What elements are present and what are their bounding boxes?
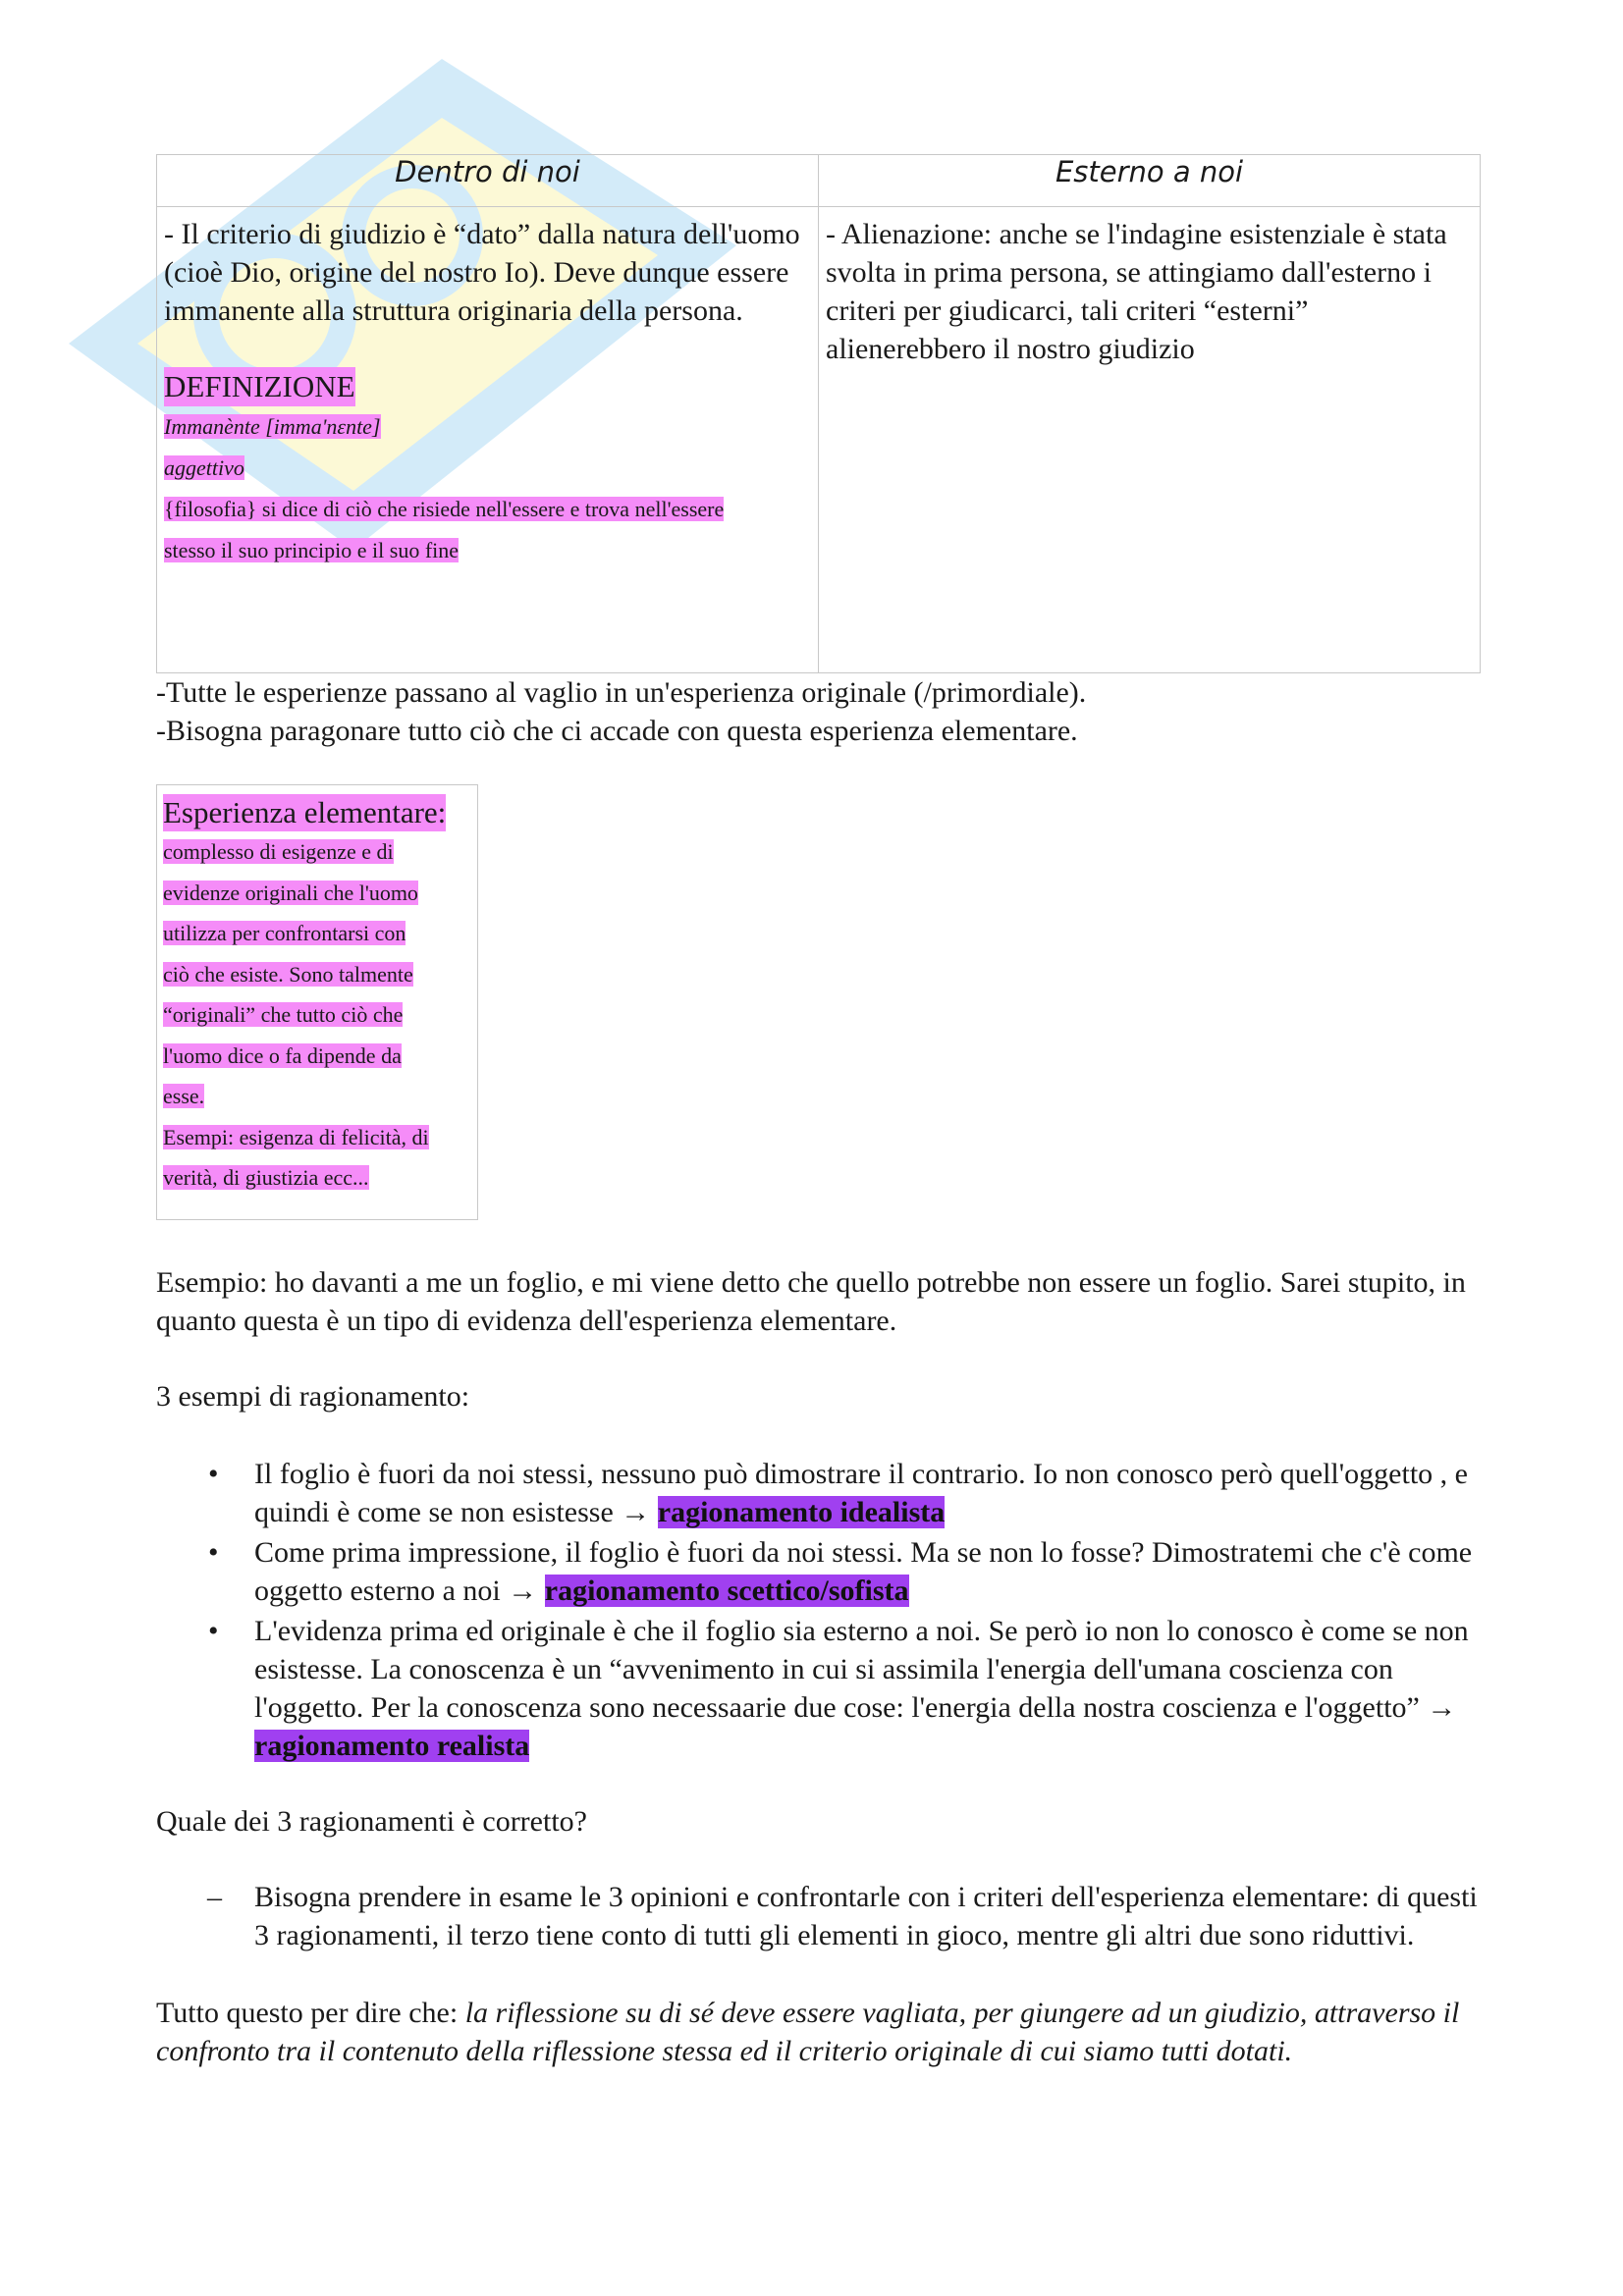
note-line: Esempi: esigenza di felicità, di: [163, 1124, 429, 1149]
reasoning-label: ragionamento realista: [254, 1730, 530, 1762]
note-line: utilizza per confrontarsi con: [163, 921, 406, 945]
reasoning-item: [156, 1533, 1482, 1610]
answer-item: [156, 1878, 1482, 1954]
note-line: complesso di esigenze e di: [163, 839, 394, 864]
reasoning-item: [156, 1455, 1482, 1531]
definition-line: {filosofia} si dice di ciò che risiede nell'essere e trova nell'essere: [164, 497, 725, 521]
header-outside: Esterno a noi: [819, 155, 1481, 207]
definition-line: stesso il suo principio e il suo fine: [164, 538, 460, 562]
after-table-line: -Bisogna paragonare tutto ciò che ci accade con questa esperienza elementare.: [156, 715, 1078, 747]
header-inside: Dentro di noi: [157, 155, 819, 207]
reasoning-text: Come prima impressione, il foglio è fuori da noi stessi. Ma se non lo fosse? Dimostratemi che c'è come oggetto esterno a noi →: [254, 1536, 1473, 1607]
reasoning-item: [156, 1612, 1482, 1765]
definition-term: Immanènte [imma'nɛnte]: [164, 414, 381, 439]
conclusion: [156, 1994, 1482, 2070]
bullet-marker: •: [208, 1615, 219, 1647]
note-line: verità, di giustizia ecc...: [163, 1165, 369, 1190]
reasoning-label: ragionamento idealista: [657, 1496, 946, 1528]
bullet-marker: •: [208, 1536, 219, 1569]
conclusion-lead: Tutto questo per dire che:: [156, 1997, 465, 2029]
reasoning-list: [156, 1455, 1482, 1765]
outside-text: - Alienazione: anche se l'indagine esistenziale è stata svolta in prima persona, se attingiamo dall'esterno i criteri per giudicarci, tali criteri “esterni” alienerebbero il nostro giudizio: [826, 218, 1447, 365]
cell-inside: [157, 207, 819, 673]
definition-block: [164, 367, 810, 571]
reasoning-text: Il foglio è fuori da noi stessi, nessuno può dimostrare il contrario. Io non conosco però quell'oggetto , e quindi è come se non esistesse →: [254, 1458, 1468, 1528]
bullet-marker: •: [208, 1458, 219, 1490]
reasoning-intro: 3 esempi di ragionamento:: [156, 1380, 470, 1413]
note-line: ciò che esiste. Sono talmente: [163, 961, 413, 987]
example-paragraph: Esempio: ho davanti a me un foglio, e mi viene detto che quello potrebbe non essere un foglio. Sarei stupito, in quanto questa è un tipo di evidenza dell'esperienza elementare.: [156, 1266, 1466, 1337]
dash-marker: –: [207, 1881, 222, 1913]
cell-outside: [819, 207, 1481, 673]
note-line: “originali” che tutto ciò che: [163, 1002, 404, 1027]
reasoning-label: ragionamento scettico/sofista: [544, 1575, 909, 1607]
note-line: esse.: [163, 1084, 205, 1108]
comparison-table: [156, 154, 1481, 673]
inside-text: - Il criterio di giudizio è “dato” dalla natura dell'uomo (cioè Dio, origine del nostro Io). Deve dunque essere immanente alla struttura originaria della persona.: [164, 218, 800, 327]
definition-title: DEFINIZIONE: [164, 367, 355, 406]
answer-list: [156, 1878, 1482, 1954]
elementary-experience-note: [156, 784, 478, 1220]
document-page: [156, 154, 1482, 2100]
note-line: l'uomo dice o fa dipende da: [163, 1042, 402, 1068]
conclusion-italic: la riflessione su di sé deve essere vagliata, per giungere ad un giudizio, attraverso il confronto tra il contenuto della riflessione stessa ed il criterio originale di cui siamo tutti dotati.: [156, 1997, 1460, 2067]
note-line: evidenze originali che l'uomo: [163, 880, 418, 905]
reasoning-text: L'evidenza prima ed originale è che il foglio sia esterno a noi. Se però io non lo conosco è come se non esistesse. La conoscenza è un “avvenimento in cui si assimila l'energia dell'umana coscienza con l'oggetto. Per la conoscenza sono necessaarie due cose: l'energia della nostra coscienza e l'oggetto” →: [254, 1615, 1469, 1724]
definition-pos: aggettivo: [164, 455, 244, 480]
note-title: Esperienza elementare:: [163, 795, 447, 829]
after-table-line: -Tutte le esperienze passano al vaglio in un'esperienza originale (/primordiale).: [156, 676, 1087, 709]
answer-text: Bisogna prendere in esame le 3 opinioni e confrontarle con i criteri dell'esperienza elementare: di questi 3 ragionamenti, il terzo tiene conto di tutti gli elementi in gioco, mentre gli altri due sono riduttivi.: [254, 1881, 1478, 1951]
question: Quale dei 3 ragionamenti è corretto?: [156, 1805, 587, 1838]
